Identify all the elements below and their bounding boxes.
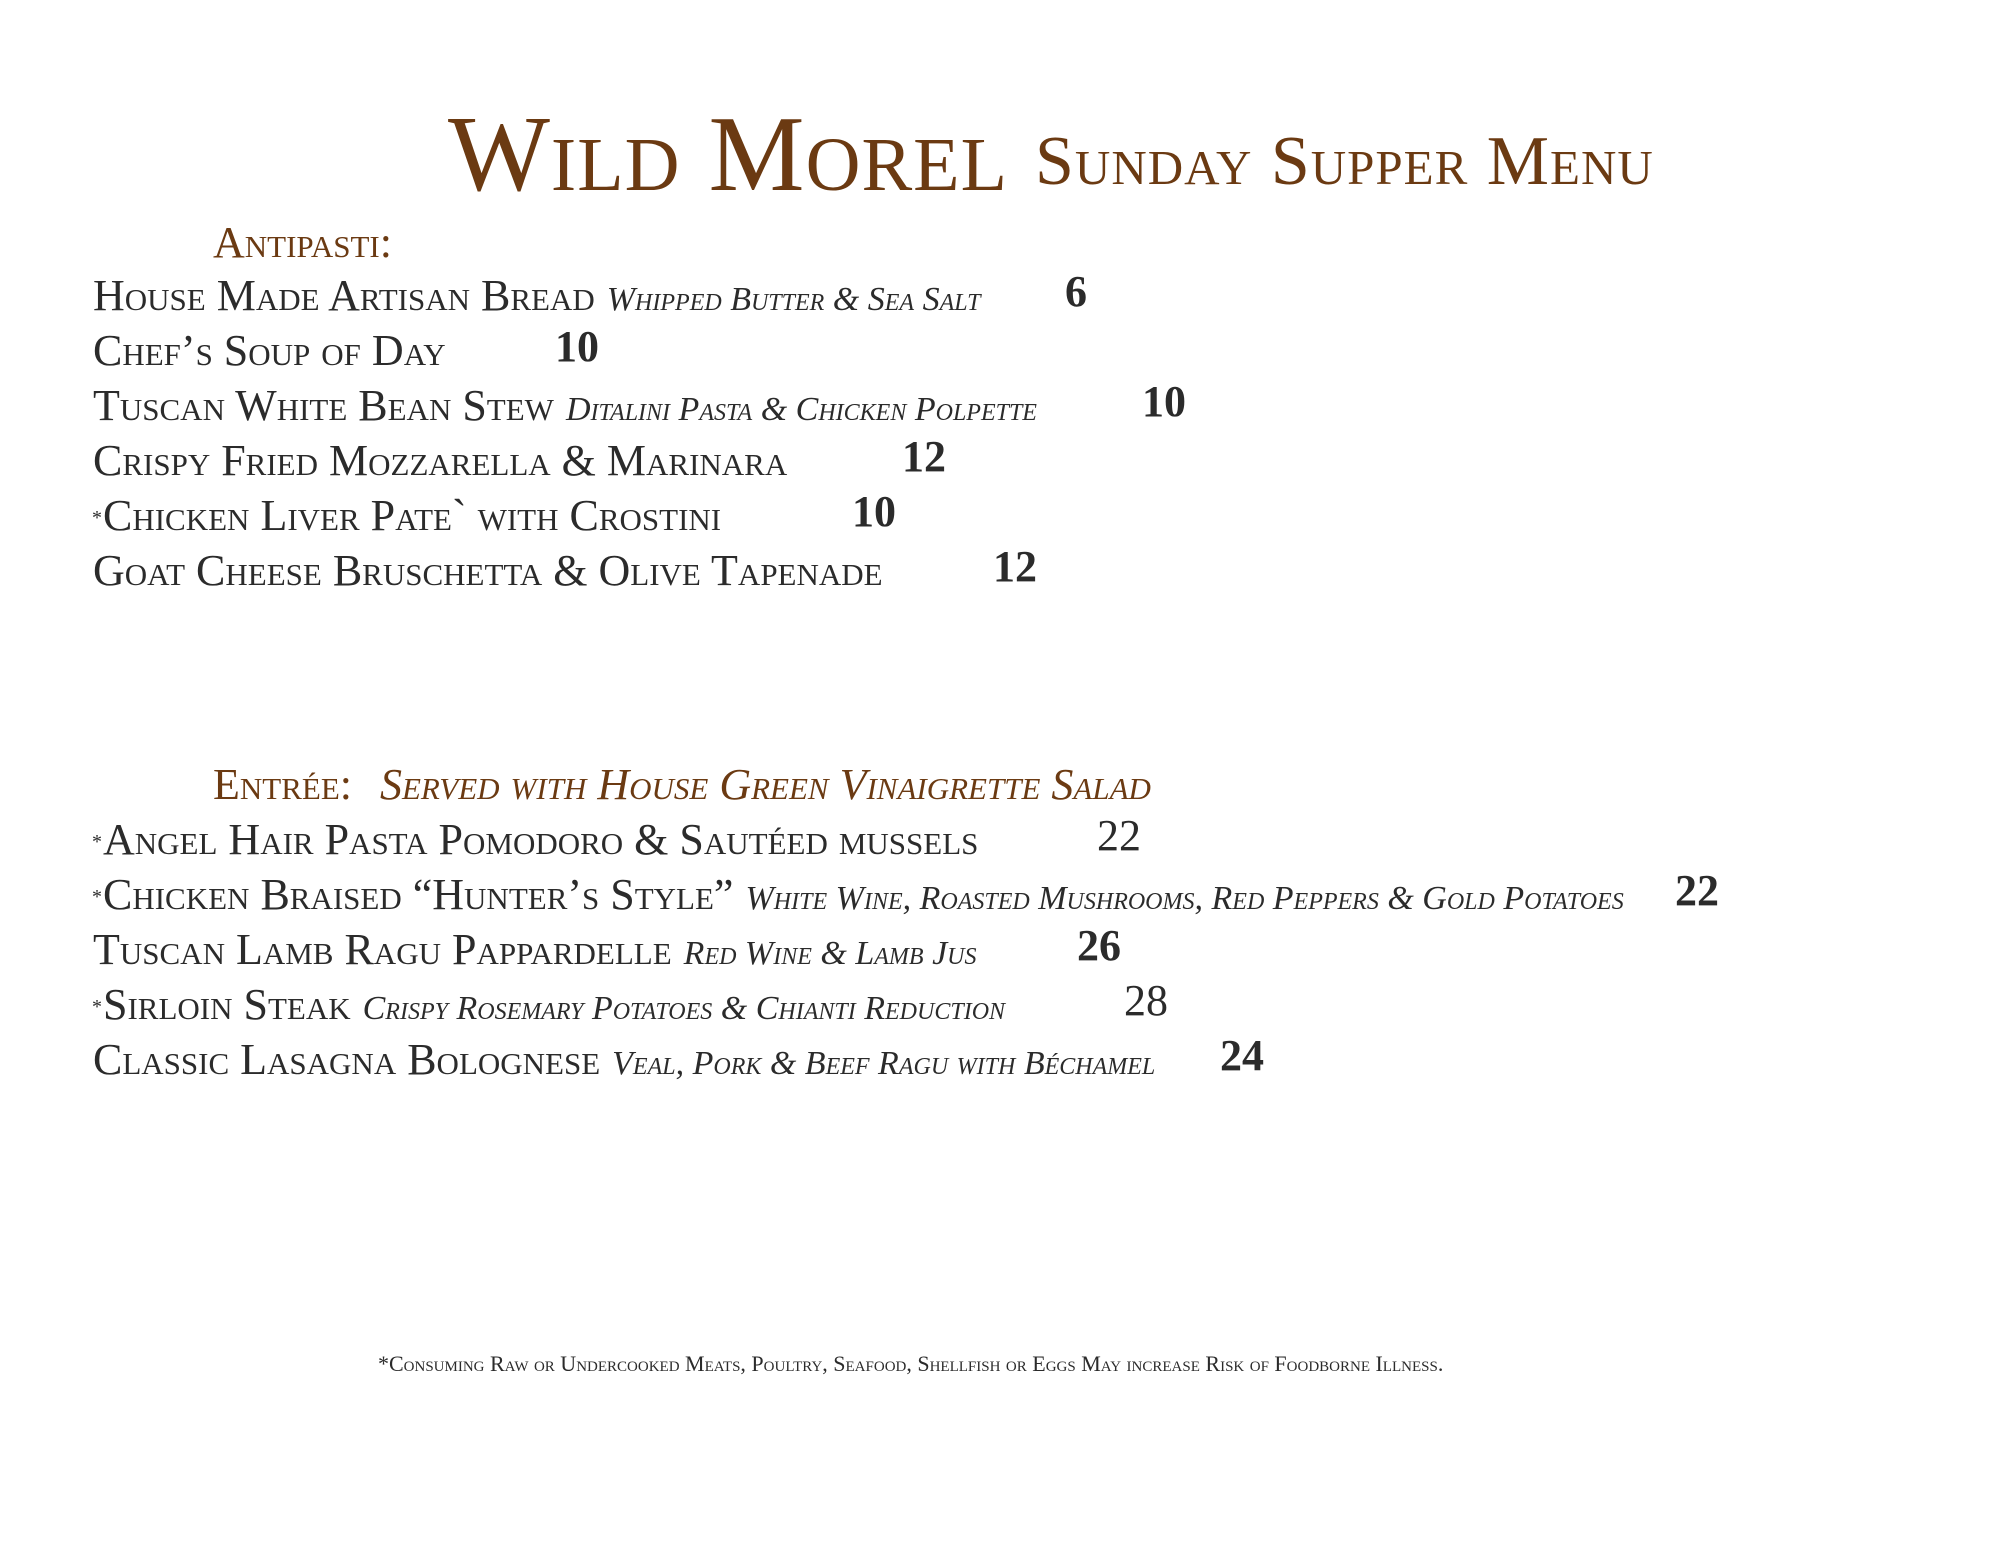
menu-item-name <box>92 812 990 871</box>
antipasti-heading <box>213 218 392 268</box>
menu-item-title: Crispy Fried Mozzarella & Marinara <box>93 436 788 485</box>
menu-item-description: White Wine, Roasted Mushrooms, Red Peppers & Gold Potatoes <box>745 880 1624 917</box>
menu-item-title: Sirloin Steak <box>103 980 351 1029</box>
menu-name: Sunday Supper Menu <box>1035 123 1654 200</box>
menu-item-title: Tuscan Lamb Ragu Pappardelle <box>93 925 672 974</box>
menu-item-price: 26 <box>1077 921 1121 970</box>
menu-item-title: Chicken Braised “Hunter’s Style” <box>103 870 734 919</box>
menu-item-price: 24 <box>1220 1031 1264 1080</box>
menu-item-price: 22 <box>1675 866 1719 915</box>
menu-item-bean-stew <box>0 378 2000 433</box>
menu-item-name <box>92 1032 1155 1091</box>
menu-item-name <box>92 433 799 492</box>
menu-item-price: 28 <box>1124 976 1168 1025</box>
menu-item-angel-hair <box>0 812 2000 867</box>
menu-item-name <box>92 323 458 382</box>
menu-item-name <box>92 977 1005 1036</box>
menu-item-liver-pate <box>0 488 2000 543</box>
menu-item-description: Veal, Pork & Beef Ragu with Béchamel <box>612 1045 1156 1082</box>
menu-item-price: 10 <box>555 322 599 371</box>
menu-item-name <box>92 922 977 981</box>
menu-item-title: Classic Lasagna Bolognese <box>93 1035 601 1084</box>
menu-item-name <box>92 867 1624 926</box>
menu-item-name <box>92 268 980 327</box>
menu-item-lamb-ragu <box>0 922 2000 977</box>
allergy-star: * <box>92 996 102 1018</box>
menu-item-title: House Made Artisan Bread <box>93 271 595 320</box>
menu-item-artisan-bread <box>0 268 2000 323</box>
menu-item-price: 10 <box>1142 377 1186 426</box>
foodborne-illness-disclaimer: *Consuming Raw or Undercooked Meats, Poultry, Seafood, Shellfish or Eggs May increase Risk of Foodborne Illness. <box>378 1351 1444 1376</box>
menu-item-title: Chicken Liver Pate` with Crostini <box>103 491 722 540</box>
menu-item-price: 6 <box>1065 267 1087 316</box>
menu-title <box>0 95 2000 214</box>
menu-item-title: Tuscan White Bean Stew <box>93 381 554 430</box>
menu-item-description: Whipped Butter & Sea Salt <box>606 281 981 318</box>
allergy-star: * <box>92 831 102 853</box>
antipasti-heading-label: Antipasti: <box>213 218 392 267</box>
entree-heading-label: Entrée: <box>213 760 352 809</box>
restaurant-name: Wild Morel <box>448 95 1009 214</box>
menu-item-title: Chef’s Soup of Day <box>93 326 446 375</box>
menu-item-title: Angel Hair Pasta Pomodoro & Sautéed mussels <box>103 815 979 864</box>
menu-item-chicken-braised <box>0 867 2000 922</box>
menu-item-price: 22 <box>1097 811 1141 860</box>
menu-item-sirloin <box>0 977 2000 1032</box>
menu-item-title: Goat Cheese Bruschetta & Olive Tapenade <box>93 546 883 595</box>
allergy-star: * <box>92 507 102 529</box>
menu-item-description: Crispy Rosemary Potatoes & Chianti Reduction <box>362 990 1006 1027</box>
menu-item-soup <box>0 323 2000 378</box>
menu-item-bruschetta <box>0 543 2000 598</box>
menu-item-price: 12 <box>902 432 946 481</box>
menu-item-lasagna <box>0 1032 2000 1087</box>
entree-heading <box>213 760 1151 810</box>
menu-item-name <box>92 543 895 602</box>
allergy-star: * <box>92 886 102 908</box>
menu-item-price: 10 <box>852 487 896 536</box>
menu-item-price: 12 <box>993 542 1037 591</box>
menu-item-mozzarella <box>0 433 2000 488</box>
menu-item-description: Red Wine & Lamb Jus <box>683 935 977 972</box>
entree-heading-note: Served with House Green Vinaigrette Salad <box>379 760 1151 809</box>
menu-item-description: Ditalini Pasta & Chicken Polpette <box>565 391 1037 428</box>
menu-item-name <box>92 488 733 547</box>
menu-item-name <box>92 378 1037 437</box>
